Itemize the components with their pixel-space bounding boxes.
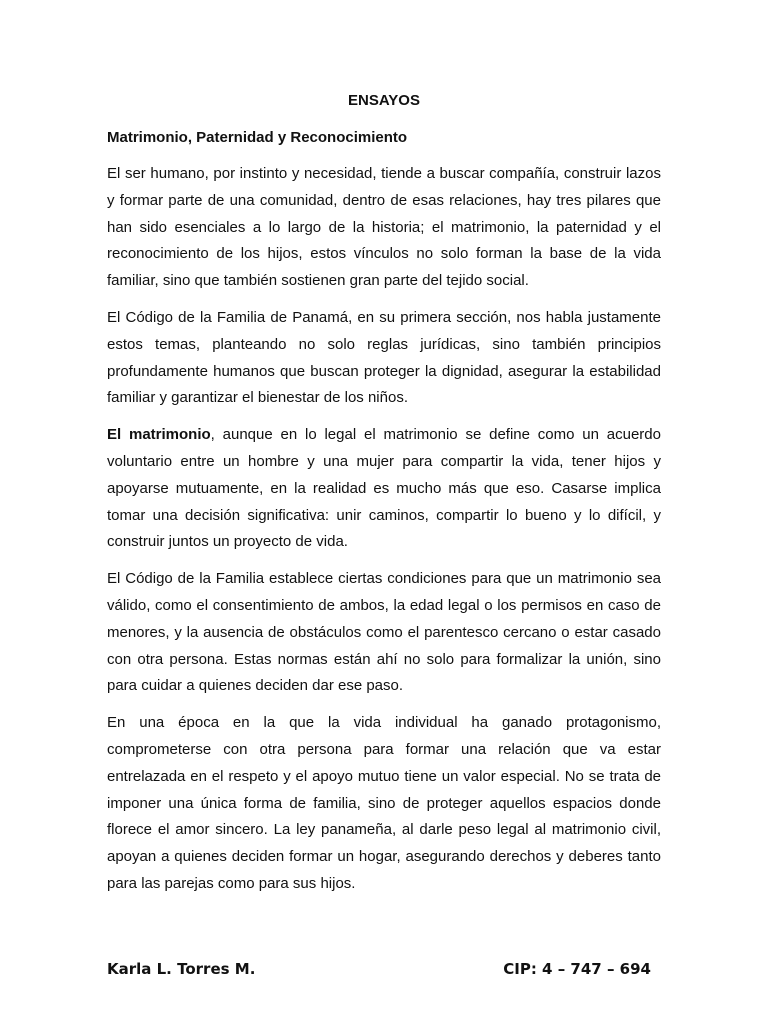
paragraph-matrimonio (107, 422, 661, 556)
paragraph-condiciones: El Código de la Familia establece ciertas condiciones para que un matrimonio sea válido, como el consentimiento de ambos, la edad legal o los permisos en caso de menores, y la ausencia de obstáculos como el parentesco cercano o estar casado con otra persona. Estas normas están ahí no solo para formalizar la unión, sino para cuidar a quienes deciden dar ese paso. (107, 570, 661, 695)
document-title: ENSAYOS (348, 92, 420, 109)
section-title: Matrimonio, Paternidad y Reconocimiento (107, 129, 408, 146)
author-name: Karla L. Torres M. (107, 960, 256, 978)
paragraph-epoca: En una época en la que la vida individual ha ganado protagonismo, comprometerse con otra persona para formar una relación que va estar entrelazada en el respeto y el apoyo mutuo tiene un valor especial. No se trata de imponer una única forma de familia, sino de proteger aquellos espacios donde florece el amor sincero. La ley panameña, al darle peso legal al matrimonio civil, apoyan a quienes deciden formar un hogar, asegurando derechos y deberes tanto para las parejas como para sus hijos. (107, 714, 661, 892)
paragraph-matrimonio-text: , aunque en lo legal el matrimonio se define como un acuerdo voluntario entre un hombre y una mujer para compartir la vida, tener hijos y apoyarse mutuamente, en la realidad es mucho más que eso. Casarse implica tomar una decisión significativa: unir caminos, compartir lo bueno y lo difícil, y construir juntos un proyecto de vida. (107, 426, 661, 551)
cip-number: CIP: 4 – 747 – 694 (503, 960, 651, 978)
paragraph-matrimonio-lead: El matrimonio (107, 426, 211, 444)
paragraph-codigo-familia: El Código de la Familia de Panamá, en su primera sección, nos habla justamente estos temas, planteando no solo reglas jurídicas, sino también principios profundamente humanos que buscan proteger la dignidad, asegurar la estabilidad familiar y garantizar el bienestar de los niños. (107, 308, 661, 407)
paragraph-intro: El ser humano, por instinto y necesidad, tiende a buscar compañía, construir lazos y formar parte de una comunidad, dentro de esas relaciones, hay tres pilares que han sido esenciales a lo largo de la historia; el matrimonio, la paternidad y el reconocimiento de los hijos, estos vínculos no solo forman la base de la vida familiar, sino que también sostienen gran parte del tejido social. (107, 165, 661, 290)
document-body (107, 88, 661, 898)
